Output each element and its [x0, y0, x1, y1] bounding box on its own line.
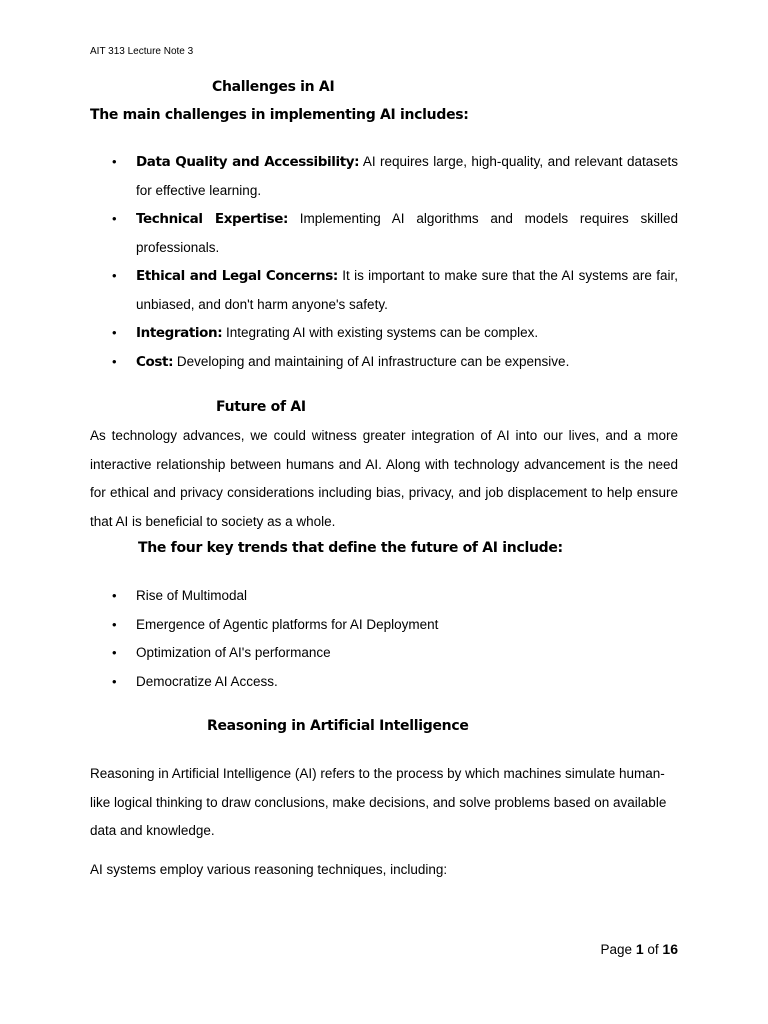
item-description: Integrating AI with existing systems can be complex. — [222, 325, 539, 340]
item-term: Ethical and Legal Concerns: — [136, 268, 338, 284]
list-item: • Democratize AI Access. — [90, 668, 678, 697]
page-number — [601, 941, 678, 957]
running-header: AIT 313 Lecture Note 3 — [90, 46, 194, 57]
item-term: Cost: — [136, 353, 174, 370]
item-term: Technical Expertise: — [136, 211, 288, 227]
trends-list — [90, 582, 678, 696]
of-word: of — [647, 942, 659, 957]
list-item: • Rise of Multimodal — [90, 582, 678, 611]
list-item — [90, 262, 678, 319]
list-item — [90, 205, 678, 262]
item-term: Data Quality and Accessibility: — [136, 154, 360, 170]
list-item: • Optimization of AI's performance — [90, 639, 678, 668]
reasoning-title: Reasoning in Artificial Intelligence — [207, 718, 469, 734]
future-paragraph: As technology advances, we could witness greater integration of AI into our lives, and a more interactive relationship between humans and AI. Along with technology advancement is the need for ethical and privacy considerations including bias, privacy, and job displacement to help ensure that AI is beneficial to society as a whole. — [90, 428, 678, 529]
list-item — [90, 319, 678, 348]
list-item: • Emergence of Agentic platforms for AI Deployment — [90, 611, 678, 640]
total-pages: 16 — [662, 941, 678, 957]
item-description: It is important to make sure that the AI systems are fair, unbiased, and don't harm anyone's safety. — [136, 268, 679, 312]
future-title: Future of AI — [216, 399, 306, 415]
challenges-list — [90, 148, 678, 376]
item-term: Integration: — [136, 325, 223, 341]
challenges-intro: The main challenges in implementing AI includes: — [90, 107, 469, 123]
trends-heading: The four key trends that define the future of AI include: — [138, 540, 563, 556]
item-description: AI requires large, high-quality, and relevant datasets for effective learning. — [136, 154, 678, 198]
challenges-title: Challenges in AI — [212, 79, 335, 95]
item-description: Implementing AI algorithms and models requires skilled professionals. — [136, 211, 678, 255]
page-word: Page — [600, 942, 633, 957]
list-item — [90, 348, 678, 377]
reasoning-paragraph: Reasoning in Artificial Intelligence (AI) refers to the process by which machines simulate human-like logical thinking to draw conclusions, make decisions, and solve problems based on available data and knowledge. — [90, 766, 667, 838]
techniques-intro: AI systems employ various reasoning techniques, including: — [90, 862, 448, 877]
current-page: 1 — [635, 941, 644, 957]
item-description: Developing and maintaining of AI infrastructure can be expensive. — [173, 353, 570, 369]
list-item — [90, 148, 678, 205]
